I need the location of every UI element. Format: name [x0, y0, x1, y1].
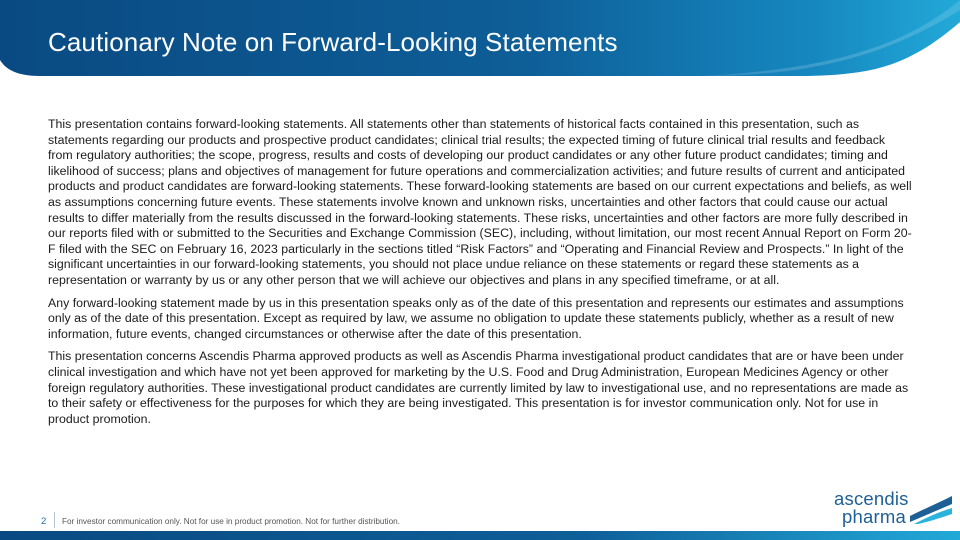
paragraph-investigational-products: This presentation concerns Ascendis Pharma approved products as well as Ascendis Pharma investigational product candidates that are or have been under clinical investigation and which have not yet been approved for marketing by the U.S. Food and Drug Administration, European Medicines Agency or other foreign regulatory authorities. These investigational product candidates are currently limited by law to investigational use, and no representations are made as to their safety or effectiveness for the purposes for which they are being investigated. This presentation is for investor communication only. Not for use in product promotion.	[48, 349, 909, 426]
page-number: 2	[41, 516, 47, 527]
disclaimer-body	[48, 117, 912, 434]
footer-bar-graphic	[0, 531, 960, 540]
footer-bar	[0, 531, 960, 540]
footer-divider	[54, 512, 55, 528]
logo-wave-icon	[910, 496, 952, 524]
paragraph-date-limitation: Any forward-looking statement made by us in this presentation speaks only as of the date of this presentation and represents our estimates and assumptions only as of the date of this presentation. Except as required by law, we assume no obligation to update these statements publicly, whether as a result of new information, future events, changed circumstances or otherwise after the date of this presentation.	[48, 295, 904, 341]
paragraph-forward-looking: This presentation contains forward-looking statements. All statements other than statements of historical facts contained in this presentation, such as statements regarding our products and prospective product candidates; clinical trial results; the expected timing of future clinical trial results and feedback from regulatory authorities; the scope, progress, results and costs of developing our product candidates or any other future product candidates; timing and likelihood of success; plans and objectives of management for future operations and commercialization activities; and future results of current and anticipated products and product candidates are forward-looking statements. These forward-looking statements are based on our current expectations and beliefs, as well as assumptions concerning future events. These statements involve known and unknown risks, uncertainties and other factors that could cause our actual results to differ materially from the results discussed in the forward-looking statements. These risks, uncertainties and other factors are more fully described in our reports filed with or submitted to the Securities and Exchange Commission (SEC), including, without limitation, our most recent Annual Report on Form 20-F filed with the SEC on February 16, 2023 particularly in the sections titled “Risk Factors” and “Operating and Financial Review and Prospects.” In light of the significant uncertainties in our forward-looking statements, you should not place undue reliance on these statements or regard these statements as a representation or warranty by us or any other person that we will achieve our objectives and plans in any specified timeframe, or at all.	[48, 117, 912, 287]
header-banner	[0, 0, 960, 82]
company-logo	[828, 488, 952, 532]
footer-note: For investor communication only. Not for use in product promotion. Not for further distribution.	[62, 517, 400, 526]
page-title: Cautionary Note on Forward-Looking Statements	[48, 27, 618, 57]
logo-text-pharma: pharma	[842, 506, 906, 527]
logo-text-ascendis: ascendis	[834, 488, 909, 509]
